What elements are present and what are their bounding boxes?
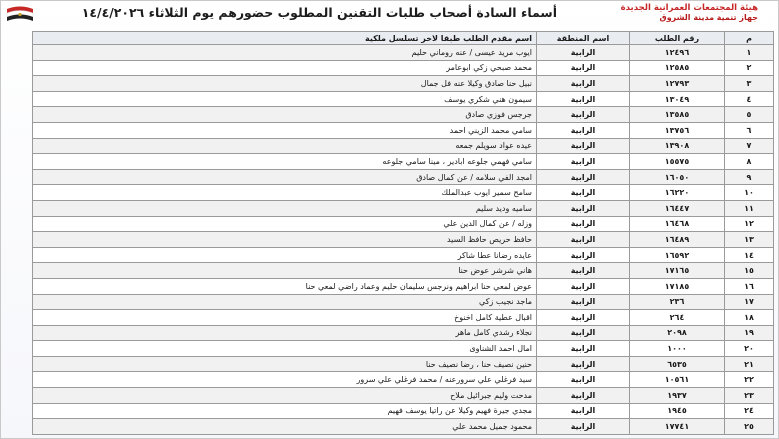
attendees-table bbox=[32, 31, 774, 435]
row-request-number: ١٦٤٤٧ bbox=[630, 200, 725, 216]
row-applicant-name: جرجس فوزي صادق bbox=[33, 107, 537, 123]
row-index: ١٢ bbox=[725, 216, 774, 232]
table-row bbox=[33, 325, 774, 341]
row-applicant-name: هاني شرشر عوض حنا bbox=[33, 263, 537, 279]
row-request-number: ١٣٩٠٨ bbox=[630, 138, 725, 154]
page-header bbox=[1, 1, 779, 31]
row-applicant-name: ماجد نجيب زكي bbox=[33, 294, 537, 310]
row-request-number: ١٢٧٩٣ bbox=[630, 76, 725, 92]
row-request-number: ١٥٥٧٥ bbox=[630, 154, 725, 170]
table-row bbox=[33, 169, 774, 185]
table-row bbox=[33, 185, 774, 201]
header-area: اسم المنطقة bbox=[537, 32, 630, 45]
row-index: ٢ bbox=[725, 60, 774, 76]
row-applicant-name: وزله / عن كمال الدين علي bbox=[33, 216, 537, 232]
table-row bbox=[33, 263, 774, 279]
row-index: ٨ bbox=[725, 154, 774, 170]
row-request-number: ٢٦٤ bbox=[630, 310, 725, 326]
row-index: ١٥ bbox=[725, 263, 774, 279]
row-index: ١٦ bbox=[725, 278, 774, 294]
row-index: ٧ bbox=[725, 138, 774, 154]
page-title: أسماء السادة أصحاب طلبات التقنين المطلوب حضورهم يوم الثلاثاء ١٤/٤/٢٠٢٦ bbox=[81, 5, 557, 20]
table-row bbox=[33, 122, 774, 138]
egypt-flag-logo-icon bbox=[5, 3, 35, 27]
row-applicant-name: نجلاء رشدي كامل ماهر bbox=[33, 325, 537, 341]
row-area: الرابية bbox=[537, 310, 630, 326]
row-request-number: ١٦٤٨٩ bbox=[630, 232, 725, 248]
table-row bbox=[33, 60, 774, 76]
row-index: ١١ bbox=[725, 200, 774, 216]
row-index: ١٣ bbox=[725, 232, 774, 248]
row-area: الرابية bbox=[537, 91, 630, 107]
row-area: الرابية bbox=[537, 60, 630, 76]
table-row bbox=[33, 278, 774, 294]
organization-line-1: هيئة المجتمعات العمرانية الجديدة bbox=[620, 3, 758, 13]
table-row bbox=[33, 356, 774, 372]
row-area: الرابية bbox=[537, 200, 630, 216]
row-applicant-name: سيمون هني شكري يوسف bbox=[33, 91, 537, 107]
row-request-number: ١٦٤٦٨ bbox=[630, 216, 725, 232]
row-request-number: ١٩٣٧ bbox=[630, 388, 725, 404]
row-area: الرابية bbox=[537, 232, 630, 248]
row-request-number: ١٢٥٨٥ bbox=[630, 60, 725, 76]
table-row bbox=[33, 403, 774, 419]
row-index: ٢٢ bbox=[725, 372, 774, 388]
table-row bbox=[33, 91, 774, 107]
row-index: ٢٣ bbox=[725, 388, 774, 404]
row-request-number: ١٧١٦٥ bbox=[630, 263, 725, 279]
header-request-number: رقم الطلب bbox=[630, 32, 725, 45]
row-area: الرابية bbox=[537, 278, 630, 294]
row-area: الرابية bbox=[537, 154, 630, 170]
table-header-row bbox=[33, 32, 774, 45]
table-row bbox=[33, 154, 774, 170]
row-applicant-name: حنين نصيف حنا ، رضا نصيف حنا bbox=[33, 356, 537, 372]
row-area: الرابية bbox=[537, 325, 630, 341]
row-index: ٩ bbox=[725, 169, 774, 185]
table-row bbox=[33, 372, 774, 388]
table-row bbox=[33, 76, 774, 92]
row-request-number: ١٦٠٥٠ bbox=[630, 169, 725, 185]
row-index: ٣ bbox=[725, 76, 774, 92]
row-request-number: ١٠٠٠ bbox=[630, 341, 725, 357]
row-request-number: ٢٠٩٨ bbox=[630, 325, 725, 341]
row-area: الرابية bbox=[537, 372, 630, 388]
row-index: ١٩ bbox=[725, 325, 774, 341]
table-row bbox=[33, 200, 774, 216]
row-area: الرابية bbox=[537, 356, 630, 372]
row-applicant-name: مجدي جيرة فهيم وكيلا عن راتيا يوسف فهيم bbox=[33, 403, 537, 419]
row-area: الرابية bbox=[537, 169, 630, 185]
row-applicant-name: عايده رضانا عطا شاكر bbox=[33, 247, 537, 263]
table-row bbox=[33, 232, 774, 248]
row-applicant-name: اقبال عطية كامل اخنوخ bbox=[33, 310, 537, 326]
row-index: ٢٥ bbox=[725, 419, 774, 435]
row-request-number: ٦٥٣٥ bbox=[630, 356, 725, 372]
row-request-number: ١٩٤٥ bbox=[630, 403, 725, 419]
row-applicant-name: عيده عواد سويلم جمعه bbox=[33, 138, 537, 154]
organization-line-2: جهاز تنمية مدينة الشروق bbox=[659, 13, 758, 22]
row-request-number: ١٦٥٩٢ bbox=[630, 247, 725, 263]
row-index: ١٠ bbox=[725, 185, 774, 201]
row-applicant-name: محمد صبحي زكي ابوعامر bbox=[33, 60, 537, 76]
row-index: ٢٤ bbox=[725, 403, 774, 419]
row-area: الرابية bbox=[537, 138, 630, 154]
row-area: الرابية bbox=[537, 419, 630, 435]
row-area: الرابية bbox=[537, 45, 630, 61]
table-row bbox=[33, 247, 774, 263]
table-row bbox=[33, 310, 774, 326]
row-index: ٢٠ bbox=[725, 341, 774, 357]
row-area: الرابية bbox=[537, 185, 630, 201]
row-index: ١ bbox=[725, 45, 774, 61]
row-index: ٦ bbox=[725, 122, 774, 138]
row-applicant-name: ايوب مريد عيسى / عنه روماني حليم bbox=[33, 45, 537, 61]
row-applicant-name: عوض لمعي حنا ابراهيم ونرجس سليمان حليم وعماد راضي لمعي حنا bbox=[33, 278, 537, 294]
header-index: م bbox=[725, 32, 774, 45]
table-row bbox=[33, 216, 774, 232]
row-applicant-name: مدحت وليم جبرائيل ملاح bbox=[33, 388, 537, 404]
table-row bbox=[33, 45, 774, 61]
table-row bbox=[33, 107, 774, 123]
row-index: ٤ bbox=[725, 91, 774, 107]
row-area: الرابية bbox=[537, 216, 630, 232]
row-applicant-name: محمود جميل محمد علي bbox=[33, 419, 537, 435]
row-request-number: ١٦٢٢٠ bbox=[630, 185, 725, 201]
organization-name bbox=[578, 3, 758, 23]
row-applicant-name: سامي محمد الزيني احمد bbox=[33, 122, 537, 138]
row-applicant-name: حافظ حريص حافظ السيد bbox=[33, 232, 537, 248]
row-applicant-name: سامح سمير ايوب عبدالملك bbox=[33, 185, 537, 201]
table-body bbox=[33, 45, 774, 435]
row-applicant-name: ساميه وديد سليم bbox=[33, 200, 537, 216]
row-request-number: ١٠٥٦١ bbox=[630, 372, 725, 388]
row-request-number: ١٣٧٥٦ bbox=[630, 122, 725, 138]
table-row bbox=[33, 294, 774, 310]
row-index: ١٨ bbox=[725, 310, 774, 326]
row-request-number: ١٧٧٤١ bbox=[630, 419, 725, 435]
row-applicant-name: نبيل حنا صادق وكيلا عنه فل جمال bbox=[33, 76, 537, 92]
row-request-number: ١٧١٨٥ bbox=[630, 278, 725, 294]
row-area: الرابية bbox=[537, 263, 630, 279]
row-applicant-name: امجد الفي سلامه / عن كمال صادق bbox=[33, 169, 537, 185]
row-index: ٢١ bbox=[725, 356, 774, 372]
table-row bbox=[33, 388, 774, 404]
table-row bbox=[33, 419, 774, 435]
row-applicant-name: سامي فهمي جلوعه ابادير ، مينا سامي جلوعه bbox=[33, 154, 537, 170]
header-applicant-name: اسم مقدم الطلب طبقا لاخر تسلسل ملكية bbox=[33, 32, 537, 45]
row-area: الرابية bbox=[537, 341, 630, 357]
row-index: ٥ bbox=[725, 107, 774, 123]
row-area: الرابية bbox=[537, 247, 630, 263]
row-applicant-name: سيد فرغلي علي سرورعنه / محمد فرغلي علي سرور bbox=[33, 372, 537, 388]
row-area: الرابية bbox=[537, 294, 630, 310]
row-request-number: ٢٣٦ bbox=[630, 294, 725, 310]
row-area: الرابية bbox=[537, 403, 630, 419]
row-applicant-name: امال احمد الشناوى bbox=[33, 341, 537, 357]
row-request-number: ١٣٥٨٥ bbox=[630, 107, 725, 123]
row-request-number: ١٢٤٩٦ bbox=[630, 45, 725, 61]
row-request-number: ١٣٠٤٩ bbox=[630, 91, 725, 107]
row-index: ١٤ bbox=[725, 247, 774, 263]
row-area: الرابية bbox=[537, 107, 630, 123]
table-row bbox=[33, 138, 774, 154]
row-area: الرابية bbox=[537, 388, 630, 404]
row-area: الرابية bbox=[537, 76, 630, 92]
row-area: الرابية bbox=[537, 122, 630, 138]
table-row bbox=[33, 341, 774, 357]
row-index: ١٧ bbox=[725, 294, 774, 310]
